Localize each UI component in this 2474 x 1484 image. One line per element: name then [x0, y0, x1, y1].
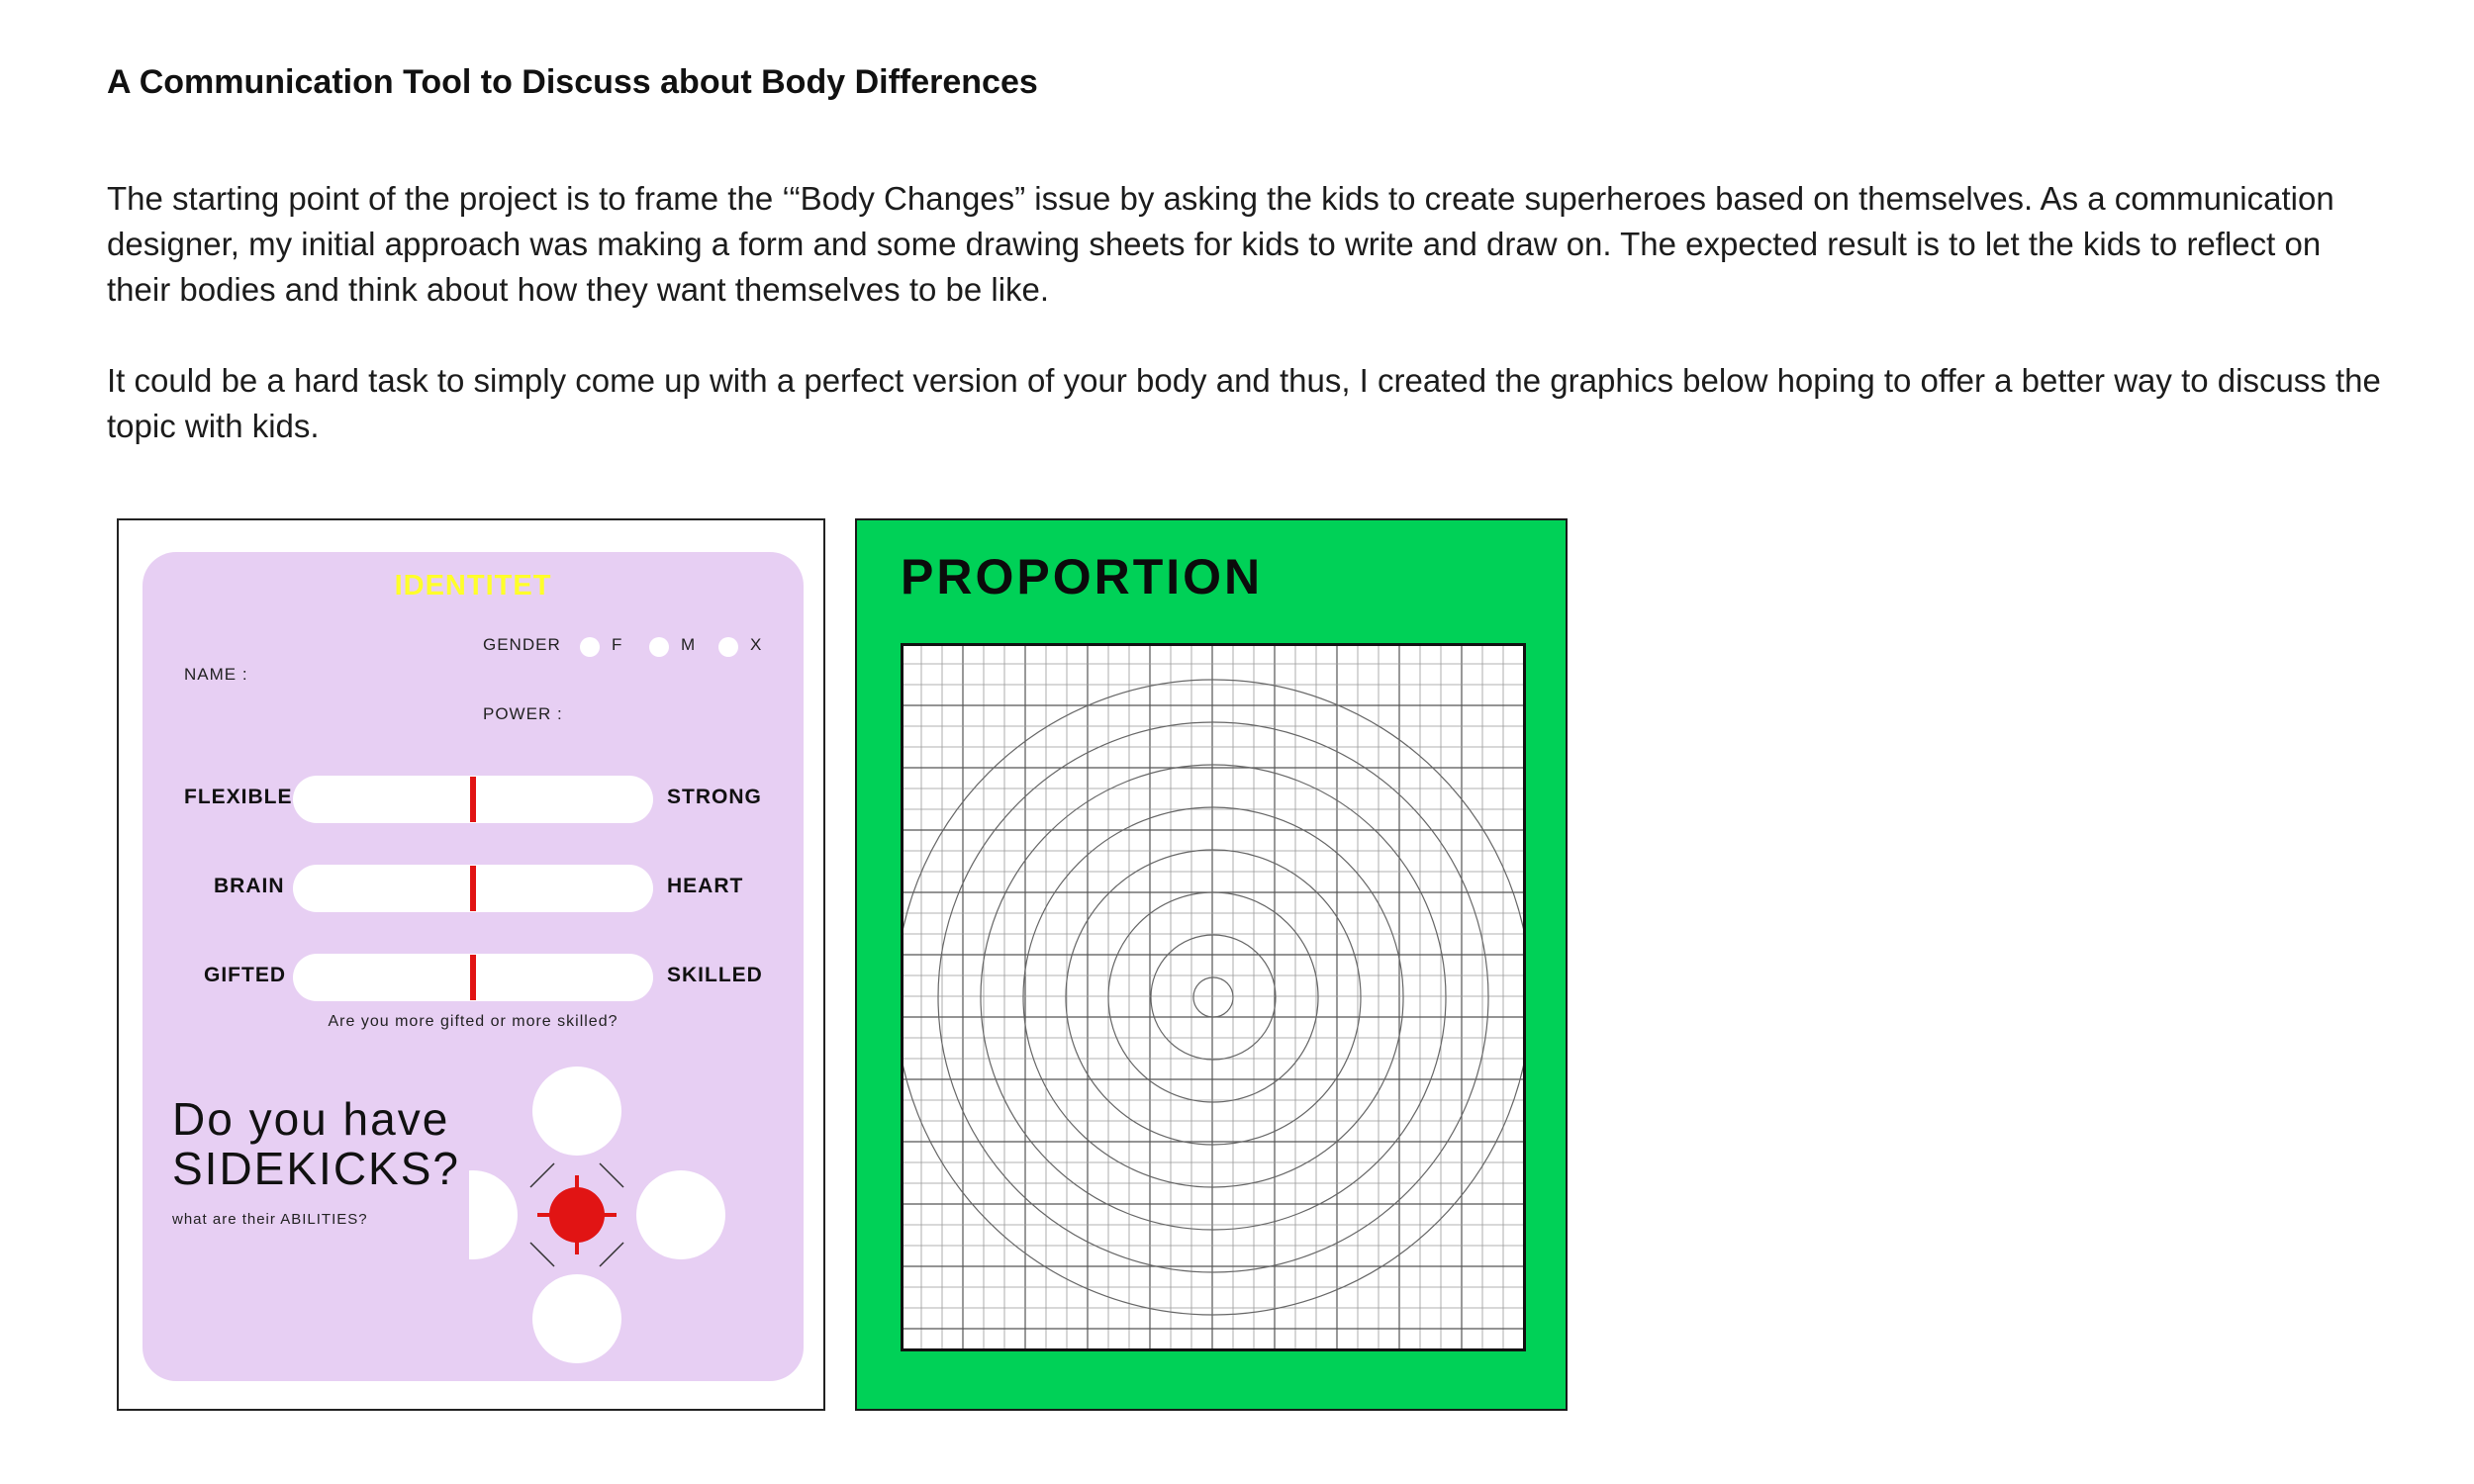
power-label: POWER : [483, 704, 563, 723]
slider-skilled-label: SKILLED [667, 964, 763, 986]
proportion-title: PROPORTION [901, 549, 1264, 604]
sidekick-slot-left[interactable] [469, 1170, 518, 1259]
proportion-sheet-card [855, 518, 1568, 1411]
target-crosshair-icon [537, 1175, 617, 1254]
sidekick-diagram [469, 1067, 766, 1363]
sidekicks-heading-line2: SIDEKICKS? [172, 1143, 460, 1194]
proportion-grid[interactable] [901, 643, 1526, 1351]
gender-radio-x[interactable] [718, 637, 738, 657]
name-label: NAME : [184, 665, 248, 684]
identity-sheet-card [117, 518, 825, 1411]
slider-heart-label: HEART [667, 875, 744, 897]
intro-paragraph: The starting point of the project is to frame the ‘“Body Changes” issue by asking the kids to create superheroes based on themselves. As a communication designer, my initial approach was making a form and some drawing sheets for kids to write and draw on. The expected result is to let the kids to reflect on their bodies and think about how they want themselves to be like. [107, 180, 2334, 308]
slider-marker[interactable] [470, 866, 476, 911]
slider-marker[interactable] [470, 777, 476, 822]
sidekicks-subtitle: what are their ABILITIES? [172, 1211, 368, 1228]
sidekick-slot-top[interactable] [532, 1067, 621, 1156]
brain-heart-slider[interactable] [293, 865, 653, 912]
gifted-skilled-slider[interactable] [293, 954, 653, 1001]
identity-title: IDENTITET [394, 570, 552, 602]
gender-radio-f[interactable] [580, 637, 600, 657]
gender-label: GENDER [483, 635, 561, 654]
sidekicks-heading [172, 1094, 460, 1193]
sidekick-slot-bottom[interactable] [532, 1274, 621, 1363]
gender-option-m: M [681, 635, 697, 654]
slider-marker[interactable] [470, 955, 476, 1000]
sidekicks-heading-line1: Do you have [172, 1093, 450, 1145]
slider-brain-label: BRAIN [214, 875, 285, 897]
approach-paragraph: It could be a hard task to simply come up with a perfect version of your body and thus, I created the graphics below hoping to offer a better way to discuss the topic with kids. [107, 362, 2381, 444]
page-title: A Communication Tool to Discuss about Body Differences [107, 63, 1038, 101]
identity-sheet [143, 552, 804, 1381]
slider-flexible-label: FLEXIBLE [184, 786, 293, 808]
gifted-skilled-question: Are you more gifted or more skilled? [328, 1013, 618, 1030]
gender-radio-m[interactable] [649, 637, 669, 657]
flexible-strong-slider[interactable] [293, 776, 653, 823]
slider-strong-label: STRONG [667, 786, 762, 808]
gender-option-x: X [750, 635, 763, 654]
sidekick-slot-right[interactable] [636, 1170, 725, 1259]
gender-option-f: F [612, 635, 623, 654]
slider-gifted-label: GIFTED [204, 964, 286, 986]
